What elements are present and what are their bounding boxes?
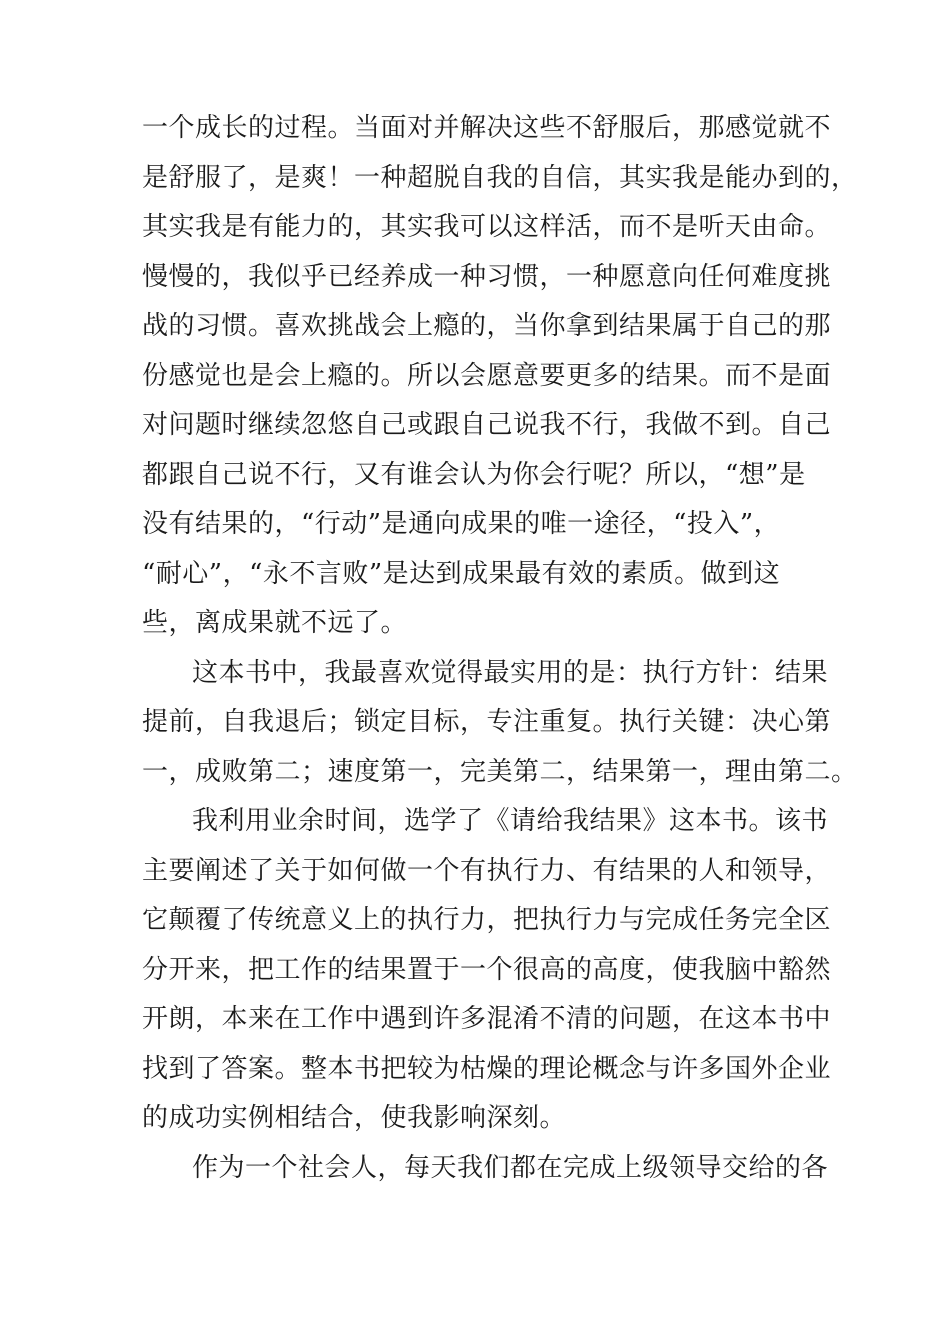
text-line: 些，离成果就不远了。 (142, 608, 408, 638)
text-line: 它颠覆了传统意义上的执行力，把执行力与完成任务完全区 (142, 905, 832, 935)
text-line: 没有结果的，“行动”是通向成果的唯一途径，“投入”， (142, 509, 781, 539)
text-line: 份感觉也是会上瘾的。所以会愿意要更多的结果。而不是面 (142, 360, 832, 391)
text-line: 找到了答案。整本书把较为枯燥的理论概念与许多国外企业 (142, 1053, 832, 1084)
text-line: 战的习惯。喜欢挑战会上瘾的，当你拿到结果属于自己的那 (142, 311, 832, 341)
text-line: 一个成长的过程。当面对并解决这些不舒服后，那感觉就不 (142, 113, 832, 143)
text-line: 提前，自我退后；锁定目标，专注重复。执行关键：决心第 (142, 707, 832, 737)
paragraph-start-line: 我利用业余时间，选学了《请给我结果》这本书。该书 (192, 806, 829, 836)
text-line: 一，成败第二；速度第一，完美第二，结果第一，理由第二。 (142, 756, 858, 787)
body-text (142, 104, 858, 1193)
paragraph-start-line: 这本书中，我最喜欢觉得最实用的是：执行方针：结果 (192, 657, 829, 688)
text-line: 分开来，把工作的结果置于一个很高的高度，使我脑中豁然 (142, 954, 832, 985)
text-line: 的成功实例相结合，使我影响深刻。 (142, 1103, 567, 1133)
text-line: 其实我是有能力的，其实我可以这样活，而不是听天由命。 (142, 212, 832, 242)
text-line: 慢慢的，我似乎已经养成一种习惯，一种愿意向任何难度挑 (142, 261, 832, 292)
text-line: 开朗，本来在工作中遇到许多混淆不清的问题，在这本书中 (142, 1004, 832, 1034)
text-line: 对问题时继续忽悠自己或跟自己说我不行，我做不到。自己 (142, 410, 832, 440)
paragraph-start-line: 作为一个社会人，每天我们都在完成上级领导交给的各 (192, 1152, 829, 1183)
text-line: “耐心”，“永不言败”是达到成果最有效的素质。做到这 (142, 558, 781, 589)
text-line: 主要阐述了关于如何做一个有执行力、有结果的人和领导， (142, 855, 832, 886)
text-line: 是舒服了，是爽！一种超脱自我的自信，其实我是能办到的， (142, 162, 858, 193)
text-line: 都跟自己说不行，又有谁会认为你会行呢？所以，“想”是 (142, 459, 806, 490)
